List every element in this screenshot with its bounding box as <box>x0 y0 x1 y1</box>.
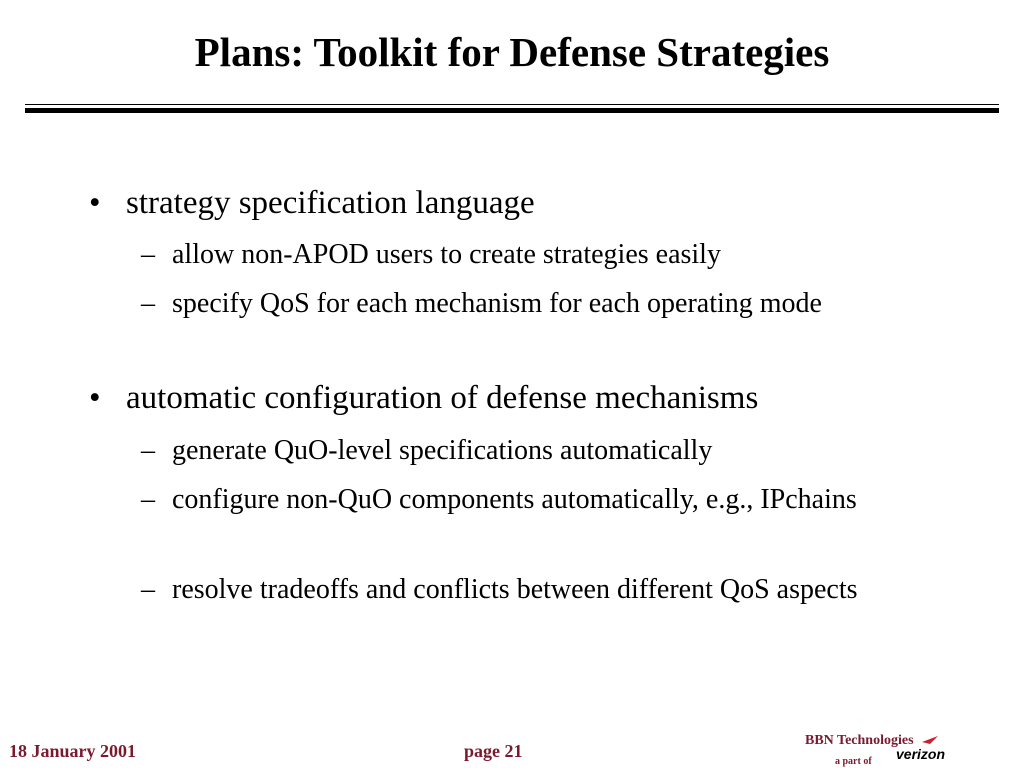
footer-part-of: a part of <box>835 756 872 767</box>
sub-bullet-marker: – <box>141 484 155 515</box>
footer-page-number: page 21 <box>464 741 523 761</box>
sub-bullet-marker: – <box>141 288 155 319</box>
bullet-marker: • <box>89 380 101 416</box>
sub-bullet-marker: – <box>141 435 155 466</box>
sub-bullet-marker: – <box>141 239 155 270</box>
bullet-text: strategy specification language <box>126 185 535 221</box>
logo-check-mark <box>922 736 938 744</box>
sub-bullet-text: specify QoS for each mechanism for each operating mode <box>172 288 822 319</box>
bullet-marker: • <box>89 185 101 221</box>
sub-bullet-marker: – <box>141 574 155 605</box>
slide-title: Plans: Toolkit for Defense Strategies <box>194 29 830 75</box>
logo-wordmark: verizon <box>896 746 946 762</box>
footer-brand: BBN Technologies <box>805 733 914 748</box>
verizon-logo-icon <box>894 734 954 764</box>
sub-bullet-text: configure non-QuO components automatically, e.g., IPchains <box>172 484 857 515</box>
sub-bullet-text: allow non-APOD users to create strategies easily <box>172 239 721 270</box>
bullet-text: automatic configuration of defense mechanisms <box>126 380 759 416</box>
footer-date: 18 January 2001 <box>9 741 137 761</box>
title-underline-thick <box>25 108 999 113</box>
sub-bullet-text: resolve tradeoffs and conflicts between different QoS aspects <box>172 574 858 605</box>
title-underline-thin <box>25 104 999 105</box>
sub-bullet-text: generate QuO-level specifications automatically <box>172 435 713 466</box>
